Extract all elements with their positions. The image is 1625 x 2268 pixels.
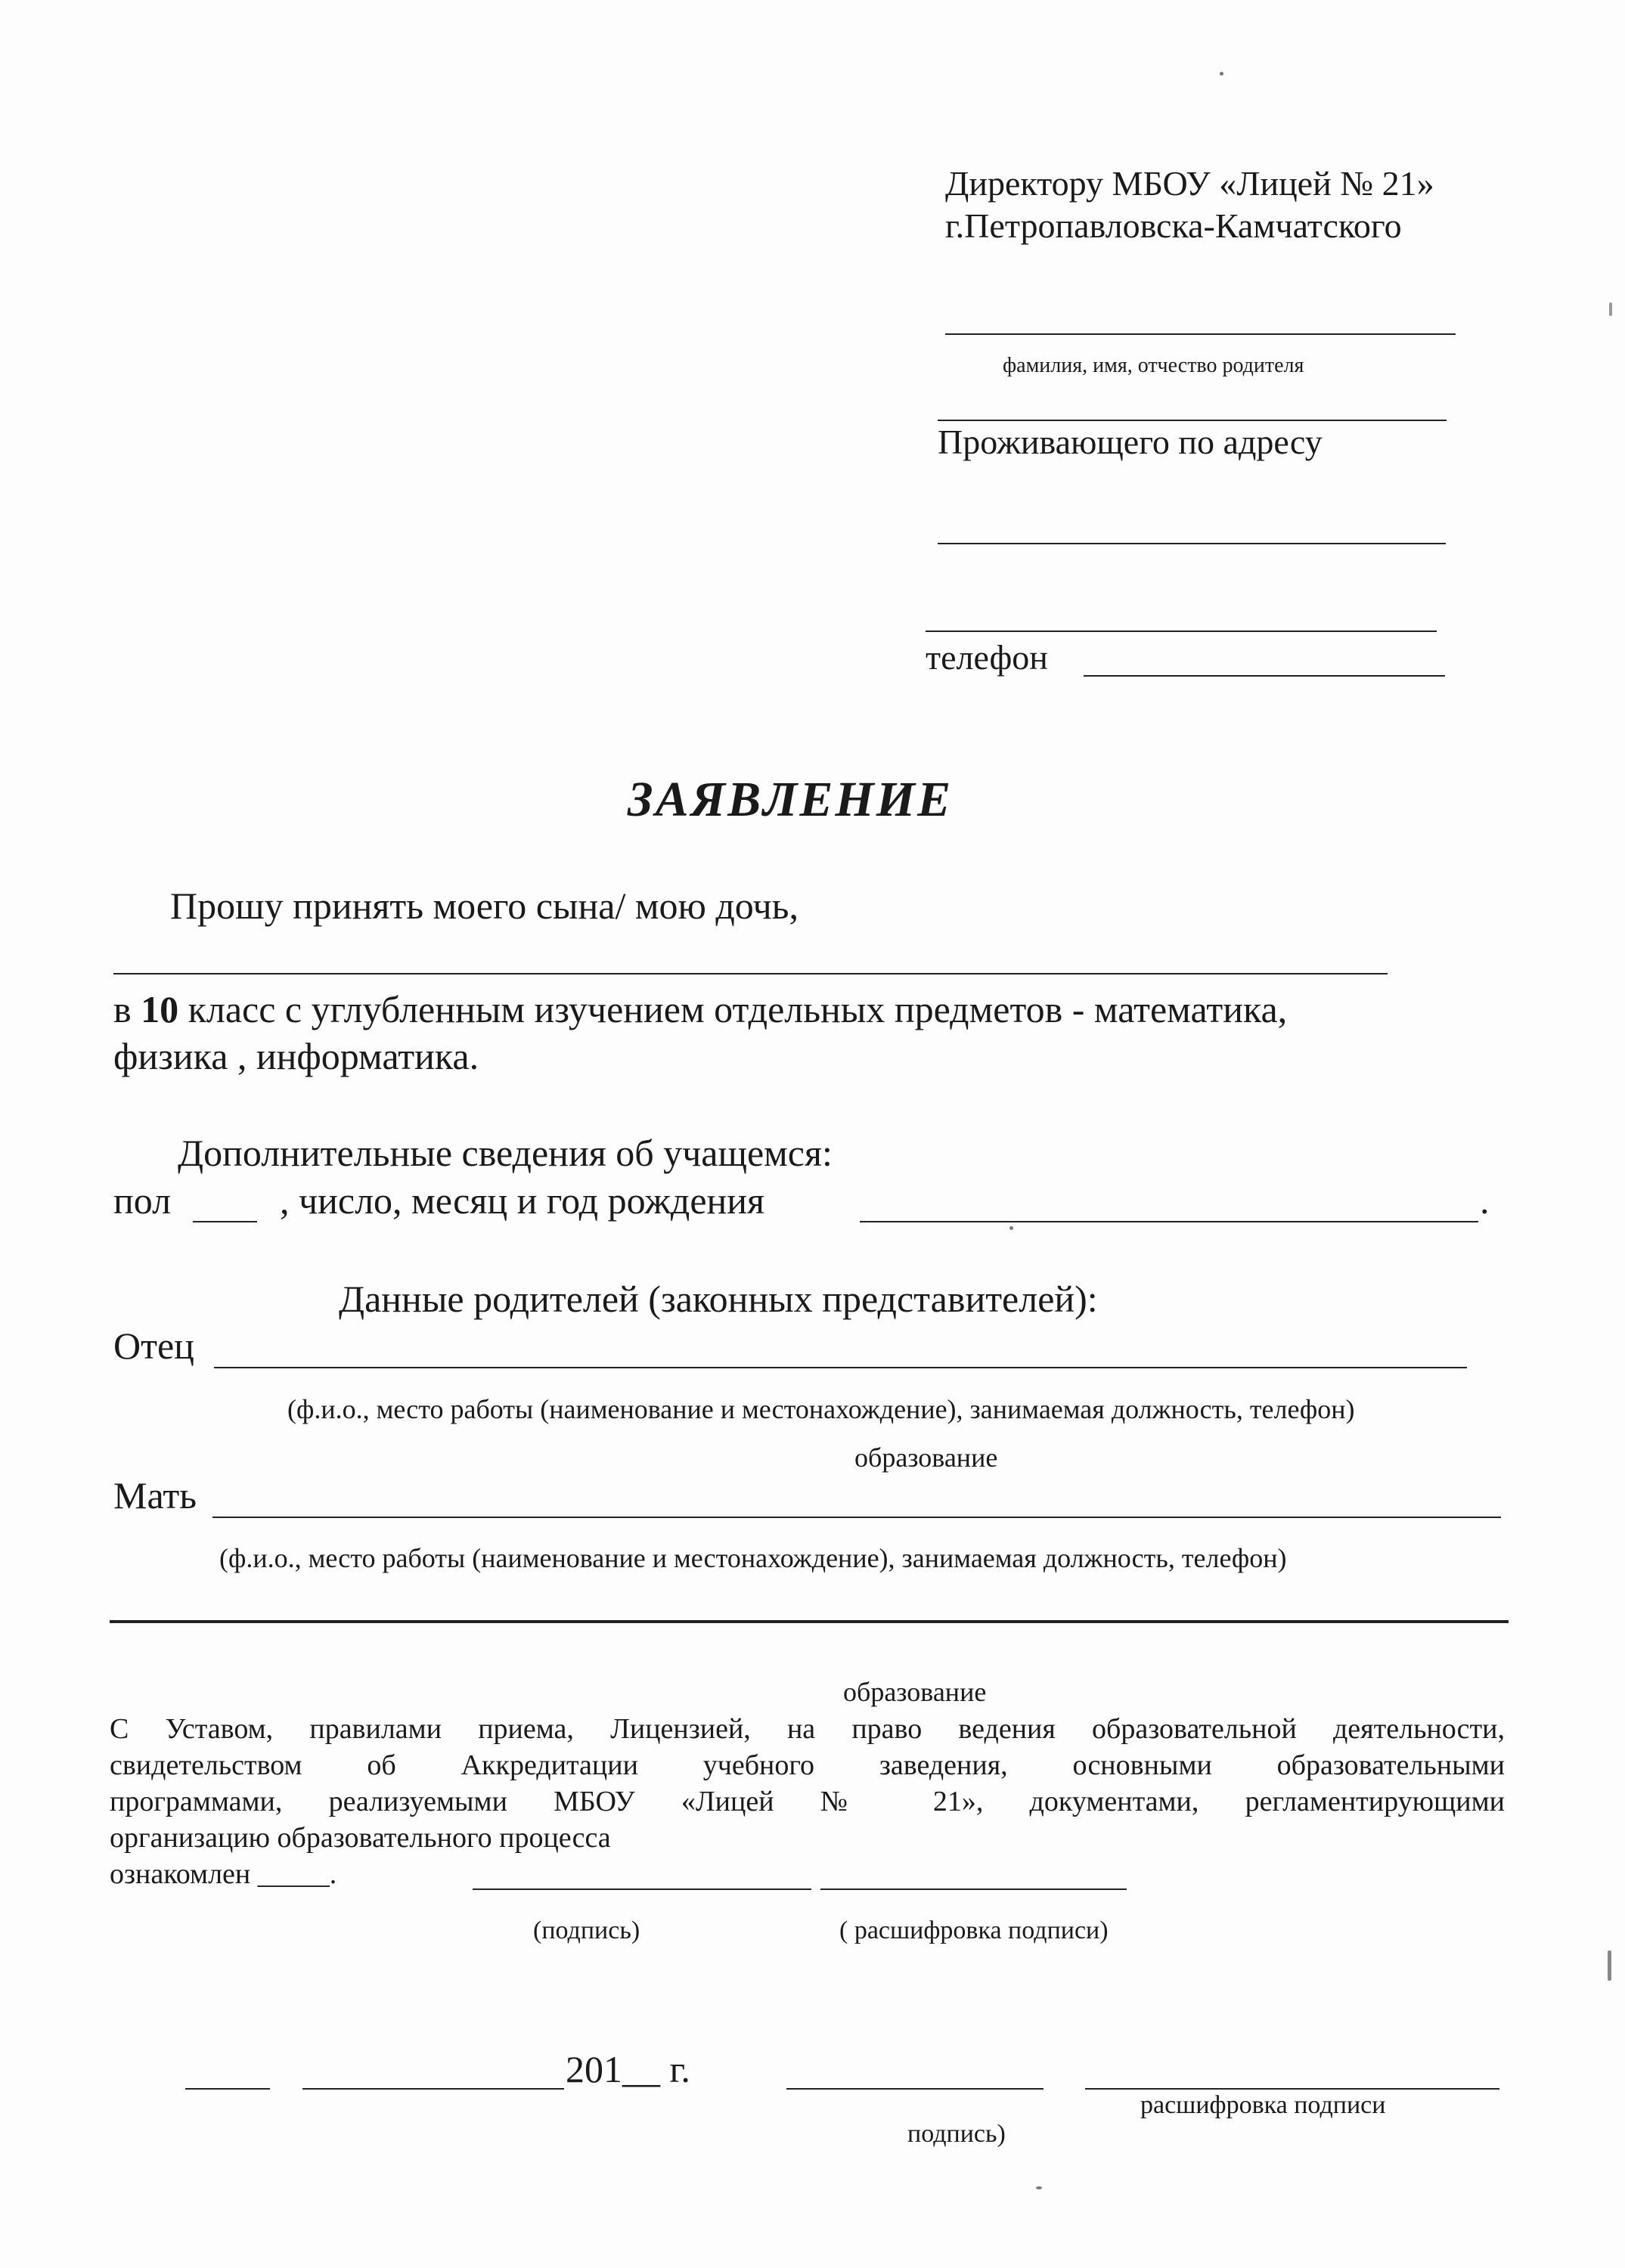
birth-date-label: , число, месяц и год рождения bbox=[280, 1179, 765, 1222]
acquainted-label: ознакомлен _____. bbox=[110, 1858, 337, 1890]
footer-decoding-caption: расшифровка подписи bbox=[1140, 2091, 1386, 2119]
scan-edge-mark bbox=[1608, 1950, 1611, 1981]
date-year-prefix: 201 bbox=[566, 2048, 622, 2090]
class-prefix: в bbox=[113, 988, 141, 1030]
parents-heading: Данные родителей (законных представителей): bbox=[339, 1278, 1098, 1320]
father-label: Отец bbox=[113, 1325, 194, 1367]
ack-decoding-caption: ( расшифровка подписи) bbox=[839, 1916, 1109, 1944]
ack-line-1: С Уставом, правилами приема, Лицензией, на право ведения образовательной деятельности, bbox=[110, 1713, 1505, 1745]
scan-speck bbox=[1220, 72, 1223, 76]
phone-line[interactable] bbox=[1084, 675, 1445, 677]
address-line-2[interactable] bbox=[926, 631, 1437, 632]
date-year bbox=[566, 2050, 690, 2088]
request-class-line bbox=[113, 990, 1287, 1028]
mother-label: Мать bbox=[113, 1474, 197, 1517]
class-number: 10 bbox=[141, 988, 179, 1030]
date-day-line[interactable] bbox=[185, 2088, 270, 2090]
parent-name-line-2[interactable] bbox=[938, 420, 1447, 421]
footer-decoding-line[interactable] bbox=[1085, 2088, 1499, 2090]
ack-decoding-line[interactable] bbox=[820, 1888, 1127, 1890]
scan-speck bbox=[1009, 1226, 1013, 1230]
ack-line-3: программами, реализуемыми МБОУ «Лицей № 21», документами, регламентирующими bbox=[110, 1786, 1505, 1817]
address-line-1[interactable] bbox=[938, 543, 1446, 544]
mother-extra-line[interactable] bbox=[110, 1620, 1509, 1623]
request-subjects-line: физика , информатика. bbox=[113, 1035, 479, 1077]
mother-line[interactable] bbox=[212, 1517, 1501, 1518]
gender-label: пол bbox=[113, 1179, 172, 1222]
ack-signature-caption: (подпись) bbox=[533, 1916, 640, 1944]
class-description: класс с углубленным изучением отдельных предметов - математика, bbox=[178, 988, 1288, 1030]
parent-name-caption: фамилия, имя, отчество родителя bbox=[1003, 354, 1304, 377]
gender-line[interactable] bbox=[193, 1221, 257, 1222]
scan-speck bbox=[1036, 2186, 1042, 2189]
footer-signature-line[interactable] bbox=[786, 2088, 1044, 2090]
recipient-line-2: г.Петропавловска-Камчатского bbox=[945, 206, 1402, 245]
request-line-1: Прошу принять моего сына/ мою дочь, bbox=[170, 885, 799, 927]
mother-caption: (ф.и.о., место работы (наименование и местонахождение), занимаемая должность, телефон) bbox=[219, 1543, 1287, 1573]
father-line[interactable] bbox=[214, 1367, 1467, 1368]
acknowledgement-text bbox=[110, 1711, 1505, 1856]
birth-date-line[interactable] bbox=[860, 1221, 1478, 1222]
father-caption: (ф.и.о., место работы (наименование и местонахождение), занимаемая должность, телефон) bbox=[287, 1394, 1355, 1424]
address-label: Проживающего по адресу bbox=[938, 423, 1323, 461]
date-year-suffix: __ г. bbox=[622, 2048, 690, 2090]
ack-line-2: свидетельством об Аккредитации учебного заведения, основными образовательными bbox=[110, 1749, 1505, 1781]
ack-line-4: организацию образовательного процесса bbox=[110, 1822, 611, 1854]
footer-signature-caption: подпись) bbox=[907, 2120, 1006, 2148]
document-title: ЗАЯВЛЕНИЕ bbox=[628, 772, 954, 827]
date-month-line[interactable] bbox=[302, 2088, 564, 2090]
child-name-line[interactable] bbox=[113, 973, 1388, 974]
parent-name-line[interactable] bbox=[945, 333, 1456, 335]
recipient-line-1: Директору МБОУ «Лицей № 21» bbox=[945, 164, 1434, 203]
ack-signature-line[interactable] bbox=[473, 1888, 811, 1890]
mother-education-label: образование bbox=[843, 1677, 987, 1707]
scan-edge-mark bbox=[1609, 302, 1612, 316]
phone-label: телефон bbox=[926, 638, 1048, 677]
birth-date-end-mark: . bbox=[1480, 1179, 1490, 1222]
student-info-heading: Дополнительные сведения об учащемся: bbox=[178, 1132, 833, 1174]
father-education-label: образование bbox=[854, 1442, 998, 1473]
